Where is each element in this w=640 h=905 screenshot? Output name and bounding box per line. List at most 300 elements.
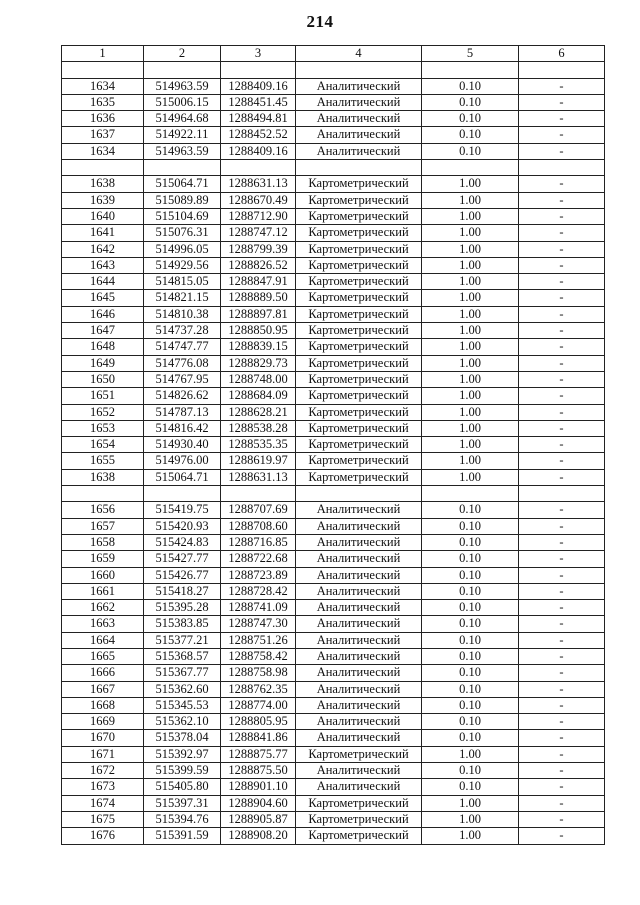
table-cell: 1640 [62, 208, 144, 224]
table-cell: 0.10 [422, 730, 519, 746]
table-cell: 514922.11 [144, 127, 221, 143]
table-cell: - [519, 811, 605, 827]
table-cell: 1.00 [422, 404, 519, 420]
table-cell: Картометрический [296, 811, 422, 827]
table-cell: - [519, 795, 605, 811]
table-cell: 1657 [62, 518, 144, 534]
table-cell: 0.10 [422, 127, 519, 143]
table-cell: 1669 [62, 714, 144, 730]
table-row [62, 388, 605, 404]
table-cell: Аналитический [296, 94, 422, 110]
table-cell: Аналитический [296, 648, 422, 664]
table-cell: 515378.04 [144, 730, 221, 746]
table-cell: 514976.00 [144, 453, 221, 469]
table-cell: - [519, 746, 605, 762]
table-row [62, 420, 605, 436]
table-row [62, 567, 605, 583]
table-cell: - [519, 453, 605, 469]
table-cell: 1645 [62, 290, 144, 306]
table-cell: 1288670.49 [221, 192, 296, 208]
table-cell: 1288535.35 [221, 437, 296, 453]
table-cell: 1638 [62, 469, 144, 485]
table-row [62, 828, 605, 844]
table-cell: 1659 [62, 551, 144, 567]
table-cell: 1.00 [422, 811, 519, 827]
table-cell: - [519, 111, 605, 127]
table-cell: 1288897.81 [221, 306, 296, 322]
table-row [62, 208, 605, 224]
table-row [62, 78, 605, 94]
table-cell: 1288908.20 [221, 828, 296, 844]
table-cell: - [519, 339, 605, 355]
table-cell: - [519, 274, 605, 290]
table-cell: 1.00 [422, 453, 519, 469]
table-row [62, 94, 605, 110]
table-cell: 1288847.91 [221, 274, 296, 290]
table-cell: 515426.77 [144, 567, 221, 583]
table-cell: 1660 [62, 567, 144, 583]
table-cell: 1641 [62, 225, 144, 241]
table-cell: 1288850.95 [221, 323, 296, 339]
table-cell: 1.00 [422, 192, 519, 208]
table-cell: 515089.89 [144, 192, 221, 208]
table-header-row [62, 46, 605, 62]
table-cell: Картометрический [296, 795, 422, 811]
table-cell: 0.10 [422, 502, 519, 518]
table-cell: 1288722.68 [221, 551, 296, 567]
table-cell: 515395.28 [144, 600, 221, 616]
table-cell: 0.10 [422, 94, 519, 110]
table-cell: Картометрический [296, 828, 422, 844]
table-cell: Картометрический [296, 241, 422, 257]
table-cell: 515424.83 [144, 534, 221, 550]
table-row [62, 681, 605, 697]
table-cell: Аналитический [296, 714, 422, 730]
table-cell: - [519, 78, 605, 94]
table-cell: Картометрический [296, 388, 422, 404]
coordinates-table [61, 45, 605, 845]
column-header: 3 [221, 46, 296, 62]
table-cell: 1676 [62, 828, 144, 844]
table-cell: 1658 [62, 534, 144, 550]
table-cell: 1288631.13 [221, 176, 296, 192]
table-cell: 515006.15 [144, 94, 221, 110]
table-cell: 514810.38 [144, 306, 221, 322]
table-cell: 1634 [62, 143, 144, 159]
table-cell: 0.10 [422, 534, 519, 550]
table-cell: - [519, 94, 605, 110]
table-body [62, 62, 605, 844]
table-cell [519, 160, 605, 176]
table-cell: 1288747.30 [221, 616, 296, 632]
table-cell [422, 486, 519, 502]
table-row [62, 306, 605, 322]
table-cell: - [519, 828, 605, 844]
table-row [62, 632, 605, 648]
table-cell [422, 62, 519, 78]
table-row [62, 127, 605, 143]
table-cell: 1.00 [422, 371, 519, 387]
table-row [62, 339, 605, 355]
table-cell: 514826.62 [144, 388, 221, 404]
table-cell: Картометрический [296, 420, 422, 436]
table-cell: 1288712.90 [221, 208, 296, 224]
column-header: 6 [519, 46, 605, 62]
column-header: 5 [422, 46, 519, 62]
table-cell: 515362.60 [144, 681, 221, 697]
table-cell: - [519, 616, 605, 632]
table-cell: - [519, 697, 605, 713]
table-cell: 0.10 [422, 665, 519, 681]
table-cell: 1.00 [422, 323, 519, 339]
table-cell: - [519, 290, 605, 306]
table-row [62, 192, 605, 208]
table-row [62, 648, 605, 664]
table-cell: 515391.59 [144, 828, 221, 844]
table-cell: 1.00 [422, 274, 519, 290]
table-cell: 515076.31 [144, 225, 221, 241]
table-cell: Аналитический [296, 502, 422, 518]
table-cell [519, 62, 605, 78]
table-cell: Картометрический [296, 437, 422, 453]
table-cell [221, 160, 296, 176]
table-cell: 514816.42 [144, 420, 221, 436]
column-header: 2 [144, 46, 221, 62]
table-cell: 1649 [62, 355, 144, 371]
table-row [62, 665, 605, 681]
table-cell: 1634 [62, 78, 144, 94]
table-cell: 0.10 [422, 143, 519, 159]
table-cell: Аналитический [296, 600, 422, 616]
table-cell: 515427.77 [144, 551, 221, 567]
table-cell: Картометрический [296, 371, 422, 387]
table-cell: 1.00 [422, 388, 519, 404]
table-row [62, 437, 605, 453]
table-cell: 515405.80 [144, 779, 221, 795]
table-cell: Аналитический [296, 78, 422, 94]
table-cell: 0.10 [422, 714, 519, 730]
table-cell [221, 486, 296, 502]
table-row [62, 551, 605, 567]
table-cell: Аналитический [296, 763, 422, 779]
table-cell: 1.00 [422, 290, 519, 306]
table-cell: 1654 [62, 437, 144, 453]
table-row [62, 502, 605, 518]
table-row [62, 534, 605, 550]
table-row [62, 763, 605, 779]
table-row [62, 323, 605, 339]
table-cell: 1288889.50 [221, 290, 296, 306]
table-cell: Аналитический [296, 665, 422, 681]
table-cell: 1288707.69 [221, 502, 296, 518]
table-cell: Картометрический [296, 323, 422, 339]
table-cell: 1667 [62, 681, 144, 697]
table-cell: 515064.71 [144, 469, 221, 485]
table-cell: 1288728.42 [221, 583, 296, 599]
table-cell: 514767.95 [144, 371, 221, 387]
table-cell: 1288409.16 [221, 143, 296, 159]
table-cell: Картометрический [296, 306, 422, 322]
table-cell: 515420.93 [144, 518, 221, 534]
table-cell: 0.10 [422, 111, 519, 127]
table-cell: 0.10 [422, 779, 519, 795]
table-cell: 515362.10 [144, 714, 221, 730]
table-cell: Аналитический [296, 697, 422, 713]
table-cell: 1643 [62, 257, 144, 273]
table-cell: 1288684.09 [221, 388, 296, 404]
table-cell: 515377.21 [144, 632, 221, 648]
table-cell: 1288875.77 [221, 746, 296, 762]
table-cell: Аналитический [296, 583, 422, 599]
table-cell [144, 62, 221, 78]
table-cell: 1288723.89 [221, 567, 296, 583]
table-cell: 1.00 [422, 355, 519, 371]
table-cell: 1652 [62, 404, 144, 420]
table-cell: Аналитический [296, 127, 422, 143]
table-cell: - [519, 404, 605, 420]
table-cell: Картометрический [296, 290, 422, 306]
table-cell: 1639 [62, 192, 144, 208]
table-cell: 1661 [62, 583, 144, 599]
table-cell: - [519, 632, 605, 648]
table-cell: Картометрический [296, 192, 422, 208]
table-cell: 1646 [62, 306, 144, 322]
table-cell: 1.00 [422, 306, 519, 322]
table-cell: - [519, 600, 605, 616]
table-cell: 1647 [62, 323, 144, 339]
table-cell: Картометрический [296, 453, 422, 469]
table-cell: 1.00 [422, 437, 519, 453]
table-cell: 1672 [62, 763, 144, 779]
table-cell: - [519, 323, 605, 339]
table-cell [519, 486, 605, 502]
table-cell: 514787.13 [144, 404, 221, 420]
table-cell: 1288829.73 [221, 355, 296, 371]
table-cell: Аналитический [296, 632, 422, 648]
table-cell: 515394.76 [144, 811, 221, 827]
table-cell [144, 486, 221, 502]
table-row [62, 600, 605, 616]
table-cell: 1288905.87 [221, 811, 296, 827]
table-cell: 514747.77 [144, 339, 221, 355]
table-cell: 515345.53 [144, 697, 221, 713]
table-cell [296, 486, 422, 502]
table-cell: Картометрический [296, 257, 422, 273]
table-cell: 514929.56 [144, 257, 221, 273]
table-row [62, 583, 605, 599]
table-cell: 514963.59 [144, 78, 221, 94]
column-header: 4 [296, 46, 422, 62]
table-cell: 1288751.26 [221, 632, 296, 648]
table-cell: - [519, 420, 605, 436]
table-row [62, 371, 605, 387]
table-cell: 514996.05 [144, 241, 221, 257]
table-cell: 1638 [62, 176, 144, 192]
table-row [62, 746, 605, 762]
table-cell: 515397.31 [144, 795, 221, 811]
table-cell: - [519, 665, 605, 681]
table-cell: 1.00 [422, 339, 519, 355]
table-cell: 0.10 [422, 583, 519, 599]
table-cell: 1648 [62, 339, 144, 355]
table-cell: - [519, 502, 605, 518]
table-cell: - [519, 681, 605, 697]
table-cell: 514821.15 [144, 290, 221, 306]
table-row [62, 274, 605, 290]
table-row [62, 355, 605, 371]
table-cell [144, 160, 221, 176]
table-cell: Аналитический [296, 681, 422, 697]
table-cell: Картометрический [296, 225, 422, 241]
table-cell: 1671 [62, 746, 144, 762]
table-cell: 1288631.13 [221, 469, 296, 485]
table-cell: 514964.68 [144, 111, 221, 127]
page-number: 214 [306, 12, 334, 31]
table-cell: - [519, 648, 605, 664]
table-cell: 1288619.97 [221, 453, 296, 469]
table-cell: 1288748.00 [221, 371, 296, 387]
table-cell: 1670 [62, 730, 144, 746]
table-cell: 0.10 [422, 616, 519, 632]
table-cell: - [519, 176, 605, 192]
table-cell: 515367.77 [144, 665, 221, 681]
table-cell: - [519, 127, 605, 143]
table-cell: 1642 [62, 241, 144, 257]
table-cell: - [519, 437, 605, 453]
table-row [62, 714, 605, 730]
table-cell: 0.10 [422, 648, 519, 664]
table-row [62, 453, 605, 469]
table-cell: 0.10 [422, 632, 519, 648]
table-row [62, 616, 605, 632]
table-cell: 515418.27 [144, 583, 221, 599]
table-row [62, 404, 605, 420]
table-cell: Аналитический [296, 567, 422, 583]
table-cell: 1650 [62, 371, 144, 387]
table-cell: - [519, 371, 605, 387]
table-cell: - [519, 355, 605, 371]
table-cell: 1288538.28 [221, 420, 296, 436]
table-cell: 1288774.00 [221, 697, 296, 713]
table-cell: 1.00 [422, 746, 519, 762]
table-cell: 1288409.16 [221, 78, 296, 94]
table-cell: 1.00 [422, 208, 519, 224]
table-cell: 515064.71 [144, 176, 221, 192]
table-cell: Картометрический [296, 746, 422, 762]
table-cell: 1662 [62, 600, 144, 616]
table-cell: 0.10 [422, 600, 519, 616]
table-cell [296, 62, 422, 78]
table-cell: - [519, 583, 605, 599]
table-cell: - [519, 306, 605, 322]
table-cell: 1674 [62, 795, 144, 811]
table-cell: Аналитический [296, 518, 422, 534]
table-row [62, 795, 605, 811]
table-cell: 0.10 [422, 551, 519, 567]
table-cell: 1.00 [422, 420, 519, 436]
table-cell: 514737.28 [144, 323, 221, 339]
table-cell: 0.10 [422, 763, 519, 779]
table-row [62, 111, 605, 127]
table-cell: Картометрический [296, 355, 422, 371]
table-cell: Аналитический [296, 111, 422, 127]
table-cell: 1.00 [422, 176, 519, 192]
table-cell: 1651 [62, 388, 144, 404]
table-cell: 1288901.10 [221, 779, 296, 795]
table-cell: - [519, 518, 605, 534]
table-cell: Аналитический [296, 616, 422, 632]
column-header: 1 [62, 46, 144, 62]
table-cell [422, 160, 519, 176]
table-cell [296, 160, 422, 176]
table-cell: 1288451.45 [221, 94, 296, 110]
table-cell: 1288741.09 [221, 600, 296, 616]
table-cell: 1656 [62, 502, 144, 518]
table-cell: 1.00 [422, 225, 519, 241]
table-cell: - [519, 257, 605, 273]
table-cell: - [519, 730, 605, 746]
table-cell: 1288716.85 [221, 534, 296, 550]
table-cell: 0.10 [422, 78, 519, 94]
table-cell: 0.10 [422, 681, 519, 697]
table-cell: 1288747.12 [221, 225, 296, 241]
table-cell: 1675 [62, 811, 144, 827]
table-cell: Картометрический [296, 469, 422, 485]
table-cell: - [519, 714, 605, 730]
table-cell: Аналитический [296, 730, 422, 746]
table-cell: Картометрический [296, 404, 422, 420]
table-cell: - [519, 469, 605, 485]
table-cell: 1663 [62, 616, 144, 632]
table-cell [62, 486, 144, 502]
table-cell: 1288841.86 [221, 730, 296, 746]
table-cell: 1288799.39 [221, 241, 296, 257]
table-cell: 1288628.21 [221, 404, 296, 420]
table-cell: 1.00 [422, 469, 519, 485]
table-cell: 1.00 [422, 828, 519, 844]
table-cell: - [519, 143, 605, 159]
table-cell: 1636 [62, 111, 144, 127]
table-cell: 515399.59 [144, 763, 221, 779]
table-cell: Аналитический [296, 534, 422, 550]
table-cell: 1.00 [422, 257, 519, 273]
table-row [62, 143, 605, 159]
table-cell: Картометрический [296, 339, 422, 355]
table-cell: - [519, 192, 605, 208]
table-row [62, 697, 605, 713]
table-cell: 514776.08 [144, 355, 221, 371]
table-cell: 1288805.95 [221, 714, 296, 730]
table-cell: 1288494.81 [221, 111, 296, 127]
table-cell [62, 62, 144, 78]
table-cell: 1637 [62, 127, 144, 143]
table-cell: Аналитический [296, 143, 422, 159]
table-row [62, 290, 605, 306]
table-cell: 1.00 [422, 795, 519, 811]
table-cell: 515368.57 [144, 648, 221, 664]
table-cell: - [519, 225, 605, 241]
table-cell: 514815.05 [144, 274, 221, 290]
table-row [62, 241, 605, 257]
table-cell: 514963.59 [144, 143, 221, 159]
table-cell: 0.10 [422, 697, 519, 713]
table-cell: Картометрический [296, 208, 422, 224]
table-cell: - [519, 241, 605, 257]
table-cell: 1644 [62, 274, 144, 290]
table-cell: - [519, 534, 605, 550]
table-cell: 1665 [62, 648, 144, 664]
table-cell: 1666 [62, 665, 144, 681]
